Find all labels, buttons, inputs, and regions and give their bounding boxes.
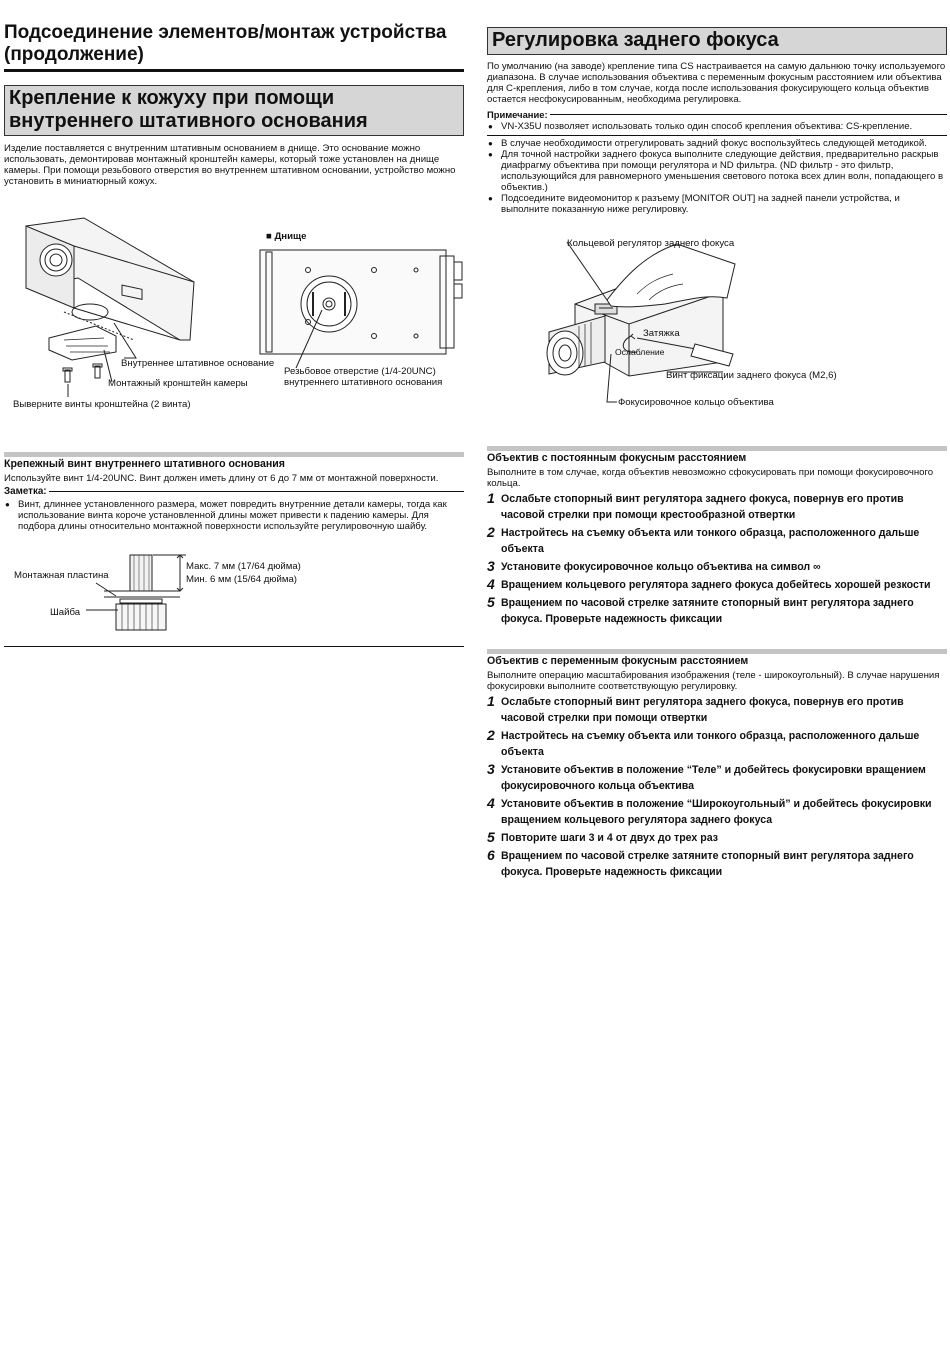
- note-block: [487, 109, 947, 215]
- step-item: [487, 728, 947, 760]
- step-item: [487, 762, 947, 794]
- left-end-rule: [4, 646, 464, 647]
- step-text: Установите фокусировочное кольцо объектива на символ ∞: [501, 561, 821, 573]
- main-title-cont: (продолжение): [4, 44, 144, 65]
- screw-text: Используйте винт 1/4-20UNC. Винт должен иметь длину от 6 до 7 мм от монтажной поверхности.: [4, 473, 439, 484]
- step-text: Ослабьте стопорный винт регулятора заднего фокуса, повернув его против часовой стрелки при помощи отвертки: [501, 696, 904, 724]
- step-item: [487, 595, 947, 627]
- step-text: Вращением кольцевого регулятора заднего фокуса добейтесь хорошей резкости: [501, 579, 931, 591]
- main-title: Подсоединение элементов/монтаж устройства: [4, 22, 447, 43]
- zoom-lens-heading: Объектив с переменным фокусным расстоянием: [487, 655, 749, 667]
- step-number: 5: [487, 594, 495, 610]
- step-item: [487, 796, 947, 828]
- min-length-label: Мин. 6 мм (15/64 дюйма): [186, 574, 297, 585]
- step-item: [487, 694, 947, 726]
- step-text: Вращением по часовой стрелке затяните стопорный винт регулятора заднего фокуса. Проверьте надежность фиксации: [501, 850, 914, 878]
- step-number: 2: [487, 727, 495, 743]
- note-rule: [550, 114, 947, 115]
- note-block: [4, 486, 464, 532]
- section-heading-box: [487, 27, 947, 55]
- fixed-lens-heading: Объектив с постоянным фокусным расстоянием: [487, 452, 747, 464]
- note-rule: [49, 491, 464, 492]
- ring-regulator-label: Кольцевой регулятор заднего фокуса: [567, 238, 735, 249]
- step-number: 4: [487, 576, 495, 592]
- bracket-label: Монтажный кронштейн камеры: [108, 378, 248, 389]
- bullet-item: ● Подсоедините видеомонитор к разъему [MONITOR OUT] на задней панели устройства, и выполните показанную ниже регулировку.: [487, 193, 947, 215]
- step-number: 5: [487, 829, 495, 845]
- section-bar: [4, 452, 464, 457]
- figure-camera-base: [4, 200, 464, 415]
- note-end-rule: [487, 135, 947, 136]
- thread-hole-label-cont: внутреннего штативного основания: [284, 377, 443, 388]
- zoom-lens-intro: Выполните операцию масштабирования изображения (теле - широкоугольный). В случае нарушения фокусировки выполните соответствующую регулировку.: [487, 670, 940, 692]
- thread-hole-label: Резьбовое отверстие (1/4-20UNC): [284, 366, 436, 377]
- title-rule: [4, 69, 464, 72]
- bullet-item: ● В случае необходимости отрегулировать задний фокус воспользуйтесь следующей методикой.: [487, 138, 947, 149]
- step-number: 4: [487, 795, 495, 811]
- section-heading-box: [4, 85, 464, 136]
- step-item: [487, 559, 947, 575]
- fixed-lens-section: [487, 452, 947, 627]
- step-item: [487, 848, 947, 880]
- step-item: [487, 525, 947, 557]
- fixed-lens-intro: Выполните в том случае, когда объектив невозможно сфокусировать при помощи фокусировочного кольца.: [487, 467, 934, 489]
- back-focus-illustration: [487, 234, 947, 414]
- note-label: Заметка:: [4, 486, 47, 497]
- step-text: Установите объектив в положение “Широкоугольный” и добейтесь фокусировки вращением кольцевого регулятора заднего фокуса: [501, 798, 932, 826]
- screw-heading: Крепежный винт внутреннего штативного основания: [4, 458, 285, 470]
- step-number: 1: [487, 490, 495, 506]
- step-text: Ослабьте стопорный винт регулятора заднего фокуса, повернув его против часовой стрелки при помощи крестообразной отвертки: [501, 493, 904, 521]
- step-item: [487, 491, 947, 523]
- figure-screw-length: [4, 548, 464, 638]
- section-title-cont: внутреннего штативного основания: [9, 110, 368, 132]
- section-bar: [487, 446, 947, 451]
- step-text: Настройтесь на съемку объекта или тонкого образца, расположенного дальше объекта: [501, 527, 920, 555]
- max-length-label: Макс. 7 мм (17/64 дюйма): [186, 561, 301, 572]
- note-item: ● Винт, длиннее установленного размера, может повредить внутренние детали камеры, тогда как использование винта короче установленной длины может привести к падению камеры. Для подбора длины относительно монтажной поверхности используйте регулировочную шайбу.: [4, 499, 464, 532]
- figure-back-focus: [487, 234, 947, 414]
- tighten-label: Затяжка: [643, 328, 680, 339]
- section-bar: [487, 649, 947, 654]
- section-title: Регулировка заднего фокуса: [492, 29, 779, 51]
- bullet-item: ● Для точной настройки заднего фокуса выполните следующие действия, предварительно раскрыв диафрагму объектива при помощи регулятора и ND фильтра. (ND фильтр - это фильтр, использующийся для равномерного уменьшения светового потока всех длин волн, попадающего в объектив.): [487, 149, 947, 193]
- step-number: 3: [487, 761, 495, 777]
- focus-ring-label: Фокусировочное кольцо объектива: [618, 397, 774, 408]
- intro-paragraph: Изделие поставляется с внутренним штативным основанием в днище. Это основание можно использовать, демонтировав монтажный кронштейн камеры, который тоже установлен на днище камеры. При помощи резьбового отверстия во внутреннем штативном основании, устройство можно установить в миниатюрный кожух.: [4, 143, 456, 187]
- plate-label: Монтажная пластина: [14, 570, 109, 581]
- bottom-view-label: ■ Днище: [266, 231, 307, 242]
- step-item: [487, 830, 947, 846]
- step-number: 2: [487, 524, 495, 540]
- note-label: Примечание:: [487, 109, 548, 120]
- intro-paragraph: По умолчанию (на заводе) крепление типа CS настраивается на самую дальнюю точку используемого диапазона. В случае использования объектива с переменным фокусным расстоянием или объектива для C-крепления, либо в том случае, когда после использования фокусирующего кольца объектив остается несфокусированным, необходима регулировка.: [487, 61, 946, 105]
- step-item: [487, 577, 947, 593]
- step-number: 6: [487, 847, 495, 863]
- step-text: Повторите шаги 3 и 4 от двух до трех раз: [501, 832, 719, 844]
- step-text: Настройтесь на съемку объекта или тонкого образца, расположенного дальше объекта: [501, 730, 920, 758]
- screws-label: Выверните винты кронштейна (2 винта): [13, 399, 191, 410]
- section-title: Крепление к кожуху при помощи: [9, 87, 335, 109]
- step-text: Установите объектив в положение “Теле” и добейтесь фокусировки вращением фокусировочного кольца объектива: [501, 764, 926, 792]
- step-number: 1: [487, 693, 495, 709]
- step-text: Вращением по часовой стрелке затяните стопорный винт регулятора заднего фокуса. Проверьте надежность фиксации: [501, 597, 914, 625]
- note-item: ● VN-X35U позволяет использовать только один способ крепления объектива: CS-крепление.: [487, 121, 947, 132]
- zoom-lens-section: [487, 655, 947, 880]
- inner-base-label: Внутреннее штативное основание: [121, 358, 275, 369]
- loosen-label: Ослабление: [615, 347, 665, 357]
- fixing-screw-label: Винт фиксации заднего фокуса (M2,6): [666, 370, 837, 381]
- washer-label: Шайба: [50, 607, 81, 618]
- step-number: 3: [487, 558, 495, 574]
